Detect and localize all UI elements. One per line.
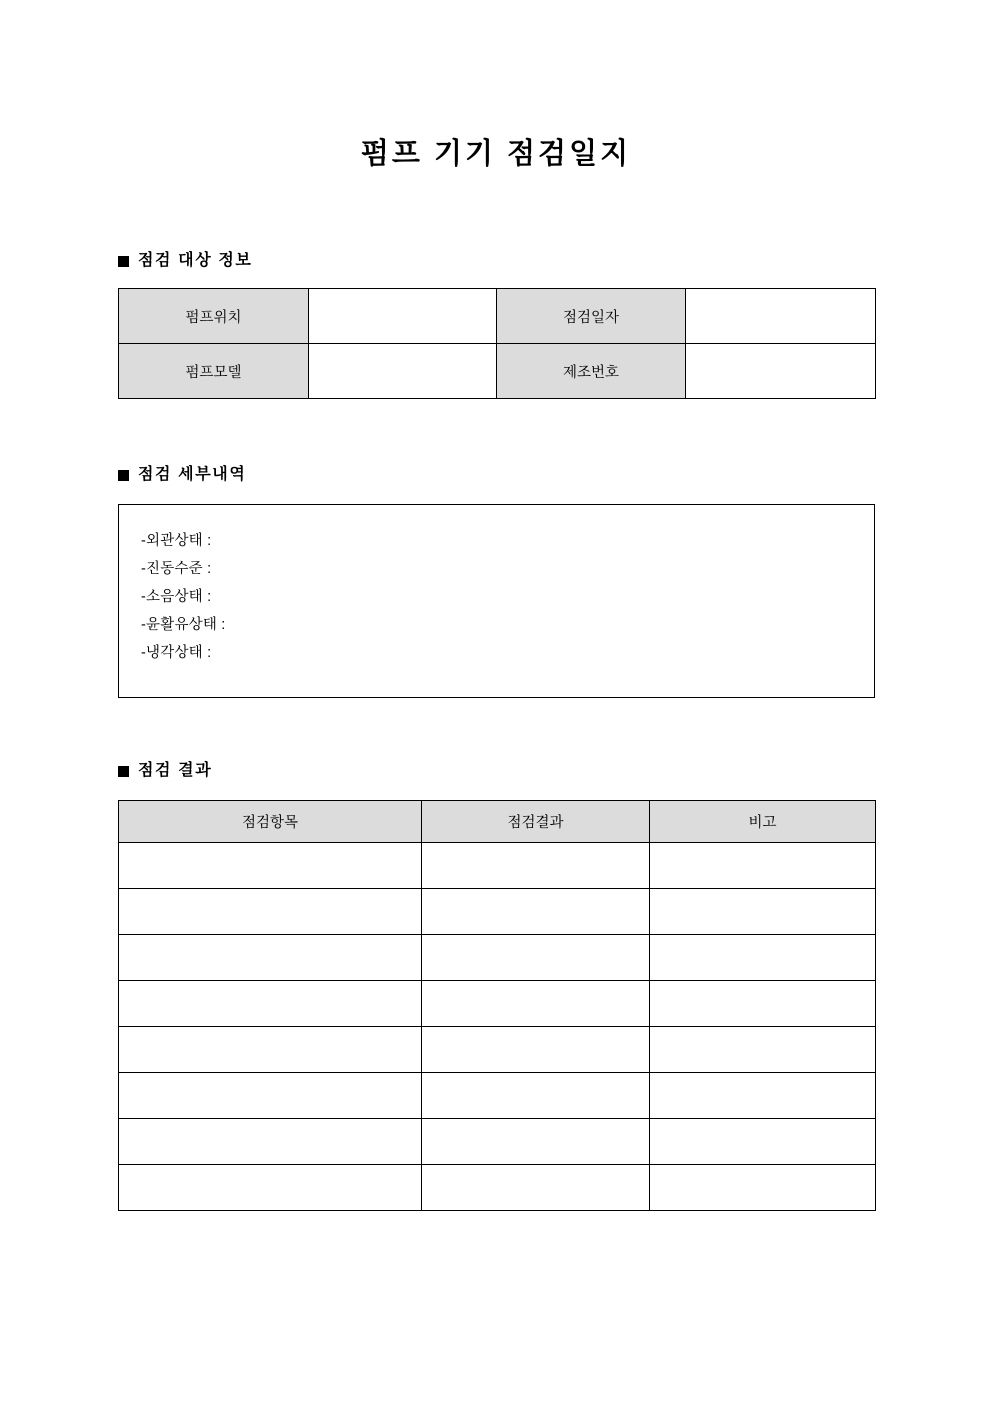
result-cell-result[interactable] <box>422 843 650 889</box>
result-cell-note[interactable] <box>650 1165 876 1211</box>
page-title: 펌프 기기 점검일지 <box>360 138 632 170</box>
result-cell-result[interactable] <box>422 1165 650 1211</box>
section-heading-detail <box>118 464 246 486</box>
result-cell-item[interactable] <box>119 1073 422 1119</box>
result-cell-note[interactable] <box>650 935 876 981</box>
result-cell-item[interactable] <box>119 1119 422 1165</box>
table-row <box>119 1119 876 1165</box>
result-cell-result[interactable] <box>422 935 650 981</box>
filled-square-bullet-icon <box>118 256 129 267</box>
table-row <box>119 344 876 399</box>
inspection-result-table <box>118 800 876 1211</box>
result-cell-note[interactable] <box>650 843 876 889</box>
inspection-target-info-table <box>118 288 876 399</box>
detail-line-appearance: -외관상태 : <box>141 533 212 549</box>
filled-square-bullet-icon <box>118 470 129 481</box>
value-cell-inspection-date[interactable] <box>686 289 876 344</box>
detail-line-lubricant: -윤활유상태 : <box>141 617 226 633</box>
result-cell-item[interactable] <box>119 1165 422 1211</box>
result-cell-item[interactable] <box>119 889 422 935</box>
result-cell-note[interactable] <box>650 981 876 1027</box>
table-row <box>119 289 876 344</box>
result-cell-note[interactable] <box>650 1027 876 1073</box>
result-cell-note[interactable] <box>650 1073 876 1119</box>
table-row <box>119 1073 876 1119</box>
label-cell-pump-model: 펌프모델 <box>119 344 309 399</box>
detail-line-noise: -소음상태 : <box>141 589 212 605</box>
result-cell-result[interactable] <box>422 1119 650 1165</box>
table-row <box>119 935 876 981</box>
result-cell-result[interactable] <box>422 1073 650 1119</box>
result-cell-note[interactable] <box>650 1119 876 1165</box>
table-header-row <box>119 801 876 843</box>
detail-line-vibration: -진동수준 : <box>141 561 212 577</box>
column-header-note: 비고 <box>650 801 876 843</box>
inspection-detail-box[interactable] <box>118 504 875 698</box>
label-cell-inspection-date: 점검일자 <box>497 289 686 344</box>
table-row <box>119 1165 876 1211</box>
result-cell-result[interactable] <box>422 981 650 1027</box>
result-cell-item[interactable] <box>119 1027 422 1073</box>
result-cell-item[interactable] <box>119 981 422 1027</box>
detail-line-cooling: -냉각상태 : <box>141 645 212 661</box>
result-cell-item[interactable] <box>119 843 422 889</box>
column-header-item: 점검항목 <box>119 801 422 843</box>
label-cell-serial-number: 제조번호 <box>497 344 686 399</box>
result-cell-note[interactable] <box>650 889 876 935</box>
value-cell-pump-location[interactable] <box>309 289 497 344</box>
section-heading-info-label: 점검 대상 정보 <box>138 252 253 269</box>
value-cell-serial-number[interactable] <box>686 344 876 399</box>
column-header-result: 점검결과 <box>422 801 650 843</box>
table-row <box>119 889 876 935</box>
result-cell-result[interactable] <box>422 889 650 935</box>
result-cell-item[interactable] <box>119 935 422 981</box>
table-row <box>119 981 876 1027</box>
section-heading-info <box>118 250 252 272</box>
table-row <box>119 1027 876 1073</box>
filled-square-bullet-icon <box>118 766 129 777</box>
section-heading-detail-label: 점검 세부내역 <box>138 466 247 483</box>
value-cell-pump-model[interactable] <box>309 344 497 399</box>
section-heading-result <box>118 760 212 782</box>
result-cell-result[interactable] <box>422 1027 650 1073</box>
label-cell-pump-location: 펌프위치 <box>119 289 309 344</box>
section-heading-result-label: 점검 결과 <box>138 762 213 779</box>
table-row <box>119 843 876 889</box>
